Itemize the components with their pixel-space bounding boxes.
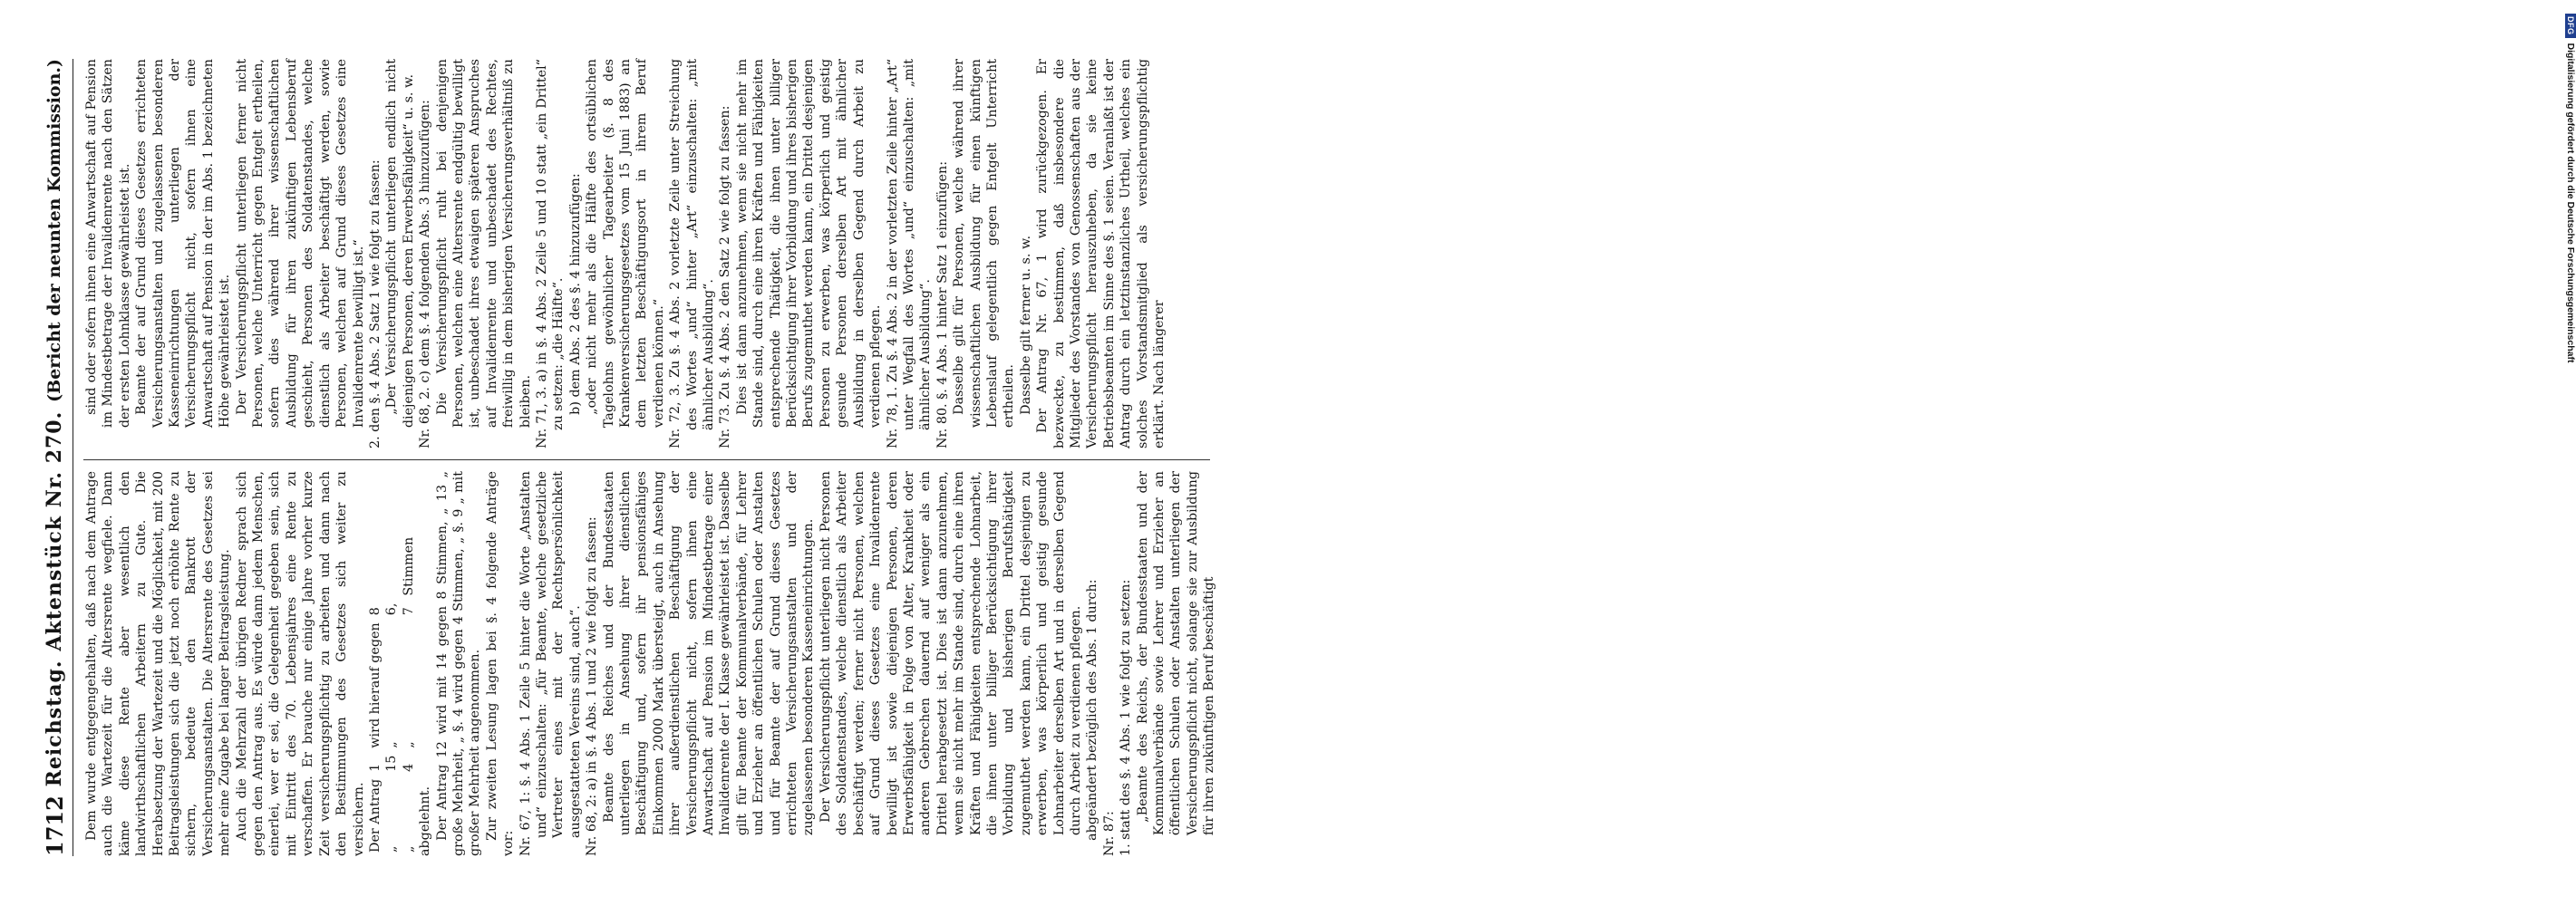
paragraph: Nr. 73. Zu §. 4 Abs. 2 den Satz 2 wie folgt zu fassen: bbox=[718, 105, 733, 448]
vote-cell: wird hierauf gegen bbox=[367, 622, 383, 748]
vote-cell: 8 bbox=[367, 607, 383, 616]
dfg-logo: DFG bbox=[2565, 14, 2576, 38]
page-number: 1712 bbox=[41, 795, 68, 856]
paragraph: Auch die Mehrzahl der übrigen Redner sprach sich gegen den Antrag aus. Es würde dann jedem Menschen, einerlei, wer er sei, die Gelegenheit gegeben sein, sich mit Eintritt des 70. Lebensjahres eine Rente zu verschaffen. Er brauche nur einige Jahre vorher kurze Zeit versicherungspflichtig zu arbeiten und dann nach den Bestimmungen des Gesetzes sich weiter zu versichern. bbox=[234, 471, 366, 856]
vote-cell: Stimmen bbox=[401, 536, 416, 596]
document-page bbox=[0, 0, 1264, 906]
paragraph: Der Antrag Nr. 67, 1 wird zurückgezogen. Er bezweckte, zu bestimmen, daß insbesondere die Mitglieder des Vorstandes von Genossenschaften aus der Versicherungspflicht herauszuheben, da sie keine Betriebsbeamten im Sinne des §. 1 seien. Veranlaßt ist der Antrag durch ein letztinstanzliches Urtheil, welches ein solches Vorstandsmitglied als versicherungspflichtig erklärt. Nach längerer bbox=[1035, 59, 1167, 448]
vote-table bbox=[367, 534, 417, 856]
paragraph: Nr. 78, 1. Zu §. 4 Abs. 2 in der vorletzten Zeile hinter „Art“ unter Wegfall des Wortes „und“ einzuschalten: „mit ähnlicher Ausbildung“. bbox=[885, 59, 934, 448]
dfg-stamp-text bbox=[2565, 14, 2576, 362]
paragraph: abgeändert bezüglich des Abs. 1 durch: bbox=[1085, 579, 1100, 841]
dfg-stamp bbox=[1276, 0, 2576, 906]
left-column bbox=[83, 471, 1217, 856]
paragraph: 2. den §. 4 Abs. 2 Satz 1 wie folgt zu fassen: bbox=[367, 159, 383, 448]
paragraph: Die Versicherungspflicht ruht bei denjenigen Personen, welchen eine Altersrente endgültig bewilligt ist, unbeschadet ihres etwaigen späteren Anspruches auf Invalidenrente und unbeschadet des Rechtes, freiwillig in dem bisherigen Versicherungsverhältniß zu bleiben. bbox=[434, 59, 533, 429]
dfg-credit: Digitalisierung gefördert durch die Deutsche Forschungsgemeinschaft bbox=[2565, 43, 2576, 363]
vote-cell bbox=[367, 534, 383, 600]
paragraph: 1. statt des §. 4 Abs. 1 wie folgt zu setzen: bbox=[1119, 579, 1134, 856]
paragraph: Beamte der auf Grund dieses Gesetzes errichteten Versicherungsanstalten und zugelassenen besonderen Kasseneinrichtungen unterliegen der Versicherungspflicht nicht, sofern ihnen eine Anwartschaft auf Pension in der im Abs. 1 bezeichneten Höhe gewährleistet ist. bbox=[134, 59, 233, 429]
vote-cell: Der Antrag bbox=[367, 778, 383, 853]
paragraph: Nr. 72, 3. Zu §. 4 Abs. 2 vorletzte Zeile unter Streichung des Wortes „und“ hinter „Art“ einzuschalten: „mit ähnlicher Ausbildung“. bbox=[668, 59, 717, 448]
paragraph: abgelehnt. bbox=[418, 786, 433, 856]
paragraph: Beamte des Reiches und der Bundesstaaten unterliegen in Ansehung ihrer dienstlichen Beschäftigung und, sofern ihr pensionsfähiges Einkommen 2000 Mark übersteigt, auch in Ansehung ihrer außerdienstlichen Beschäftigung der Versicherungspflicht nicht, sofern ihnen eine Anwartschaft auf Pension im Mindestbetrage einer Invalidenrente der I. Klasse gewährleistet ist. Dasselbe gilt für Beamte der Kommunalverbände, für Lehrer und Erzieher an öffentlichen Schulen oder Anstalten und für Beamte der auf Grund dieses Gesetzes errichteten Versicherungsanstalten und der zugelassenen besonderen Kasseneinrichtungen. bbox=[601, 471, 817, 836]
vote-cell: 15 bbox=[384, 755, 400, 772]
paragraph: Der Versicherungspflicht unterliegen nicht Personen des Soldatenstandes, welche dienstlich als Arbeiter beschäftigt werden; ferner nicht Personen, welchen auf Grund dieses Gesetzes eine Invalidenrente bewilligt ist sowie diejenigen Personen, deren Erwerbsfähigkeit in Folge von Alter, Krankheit oder anderen Gebrechen dauernd auf weniger als ein Drittel herabgesetzt ist. Dies ist dann anzunehmen, wenn sie nicht mehr im Stande sind, durch eine ihren Kräften und Fähigkeiten entsprechende Lohnarbeit, die ihnen unter billiger Berücksichtigung ihrer Vorbildung und bisherigen Berufsthätigkeit zugemuthet werden kann, ein Drittel desjenigen zu erwerben, was körperlich und geistig gesunde Lohnarbeiter derselben Art und in derselben Gegend durch Arbeit zu verdienen pflegen. bbox=[818, 471, 1083, 836]
vote-cell: 1 bbox=[367, 763, 383, 772]
paragraph: Nr. 67, 1: §. 4 Abs. 1 Zeile 5 hinter die Worte „Anstalten und“ einzuschalten: „für Beamte, welche gesetzliche Vertreter eines mit der Rechtspersönlichkeit ausgestatteten Vereins sind, auch“. bbox=[518, 471, 583, 856]
paragraph: Zur zweiten Lesung lagen bei §. 4 folgende Anträge vor: bbox=[484, 471, 517, 856]
vote-cell: 6, bbox=[384, 602, 400, 616]
paragraph: Nr. 80. §. 4 Abs. 1 hinter Satz 1 einzufügen: bbox=[935, 160, 950, 448]
paragraph: Nr. 68, 2: a) in §. 4 Abs. 1 und 2 wie folgt zu fassen: bbox=[585, 516, 600, 856]
paragraph: b) dem Abs. 2 des §. 4 hinzuzufügen: bbox=[567, 173, 583, 415]
header-left: Reichstag. bbox=[43, 660, 66, 787]
paragraph: Nr. 87: bbox=[1101, 811, 1117, 856]
vote-cell: „ bbox=[401, 845, 416, 853]
vote-cell: 4 bbox=[401, 763, 416, 772]
paragraph: Dem wurde entgegengehalten, daß nach dem Antrage auch die Wartezeit für die Altersrente wegfiele. Dann käme diese Rente aber wesentlich den landwirthschaftlichen Arbeitern zu Gute. Die Herabsetzung der Wartezeit und die Möglichkeit, mit 200 Beitragsleistungen sich die jetzt noch erhöhte Rente zu sichern, bedeute den Bankrott der Versicherungsanstalten. Die Altersrente des Gesetzes sei mehr eine Zugabe bei langer Beitragsleistung. bbox=[84, 471, 233, 856]
column-divider bbox=[83, 459, 1210, 460]
vote-row bbox=[367, 534, 383, 856]
paragraph: sind oder sofern ihnen eine Anwartschaft auf Pension im Mindestbetrage der Invalidenrente nach den Sätzen der ersten Lohnklasse gewährleistet ist. bbox=[84, 59, 132, 429]
header-right: (Bericht der neunten Kommission.) bbox=[44, 59, 64, 402]
paragraph: Nr. 71, 3. a) in §. 4 Abs. 2 Zeile 5 und 10 statt „ein Drittel“ zu setzen: „die Hälfte“. bbox=[534, 59, 567, 448]
paragraph: „Beamte des Reichs, der Bundesstaaten und der Kommunalverbände sowie Lehrer und Erzieher an öffentlichen Schulen oder Anstalten unterliegen der Versicherungspflicht nicht, solange sie zur Ausbildung für ihren zukünftigen Beruf beschäftigt bbox=[1135, 471, 1217, 836]
vote-row bbox=[401, 534, 417, 856]
vote-cell bbox=[383, 534, 400, 600]
paragraph: „Der Versicherungspflicht unterliegen endlich nicht diejenigen Personen, deren Erwerbsfähigkeit“ u. s. w. bbox=[384, 59, 416, 429]
paragraph: Dasselbe gilt ferner u. s. w. bbox=[1018, 235, 1033, 415]
paragraph: Nr. 68, 2. c) dem §. 4 folgenden Abs. 3 hinzuzufügen: bbox=[418, 100, 433, 448]
paragraph: Dies ist dann anzunehmen, wenn sie nicht mehr im Stande sind, durch eine ihren Kräften und Fähigkeiten entsprechende Thätigkeit, die ihnen unter billiger Berücksichtigung ihrer Vorbildung und ihres bisherigen Berufs zugemuthet werden kann, ein Drittel desjenigen Personen zu erwerben, was körperlich und geistig gesunde Personen derselben Art mit ähnlicher Ausbildung in derselben Gegend durch Arbeit zu verdienen pflegen. bbox=[734, 59, 884, 429]
paragraph: Dasselbe gilt für Personen, welche während ihrer wissenschaftlichen Ausbildung für einen künftigen Lebenslauf gelegentlich gegen Entgelt Unterricht ertheilen. bbox=[952, 59, 1017, 429]
paragraph: „oder nicht mehr als die Hälfte des ortsüblichen Tagelohns gewöhnlicher Tagearbeiter (§. 8 des Krankenversicherungsgesetzes vom 15 Juni 1883) an dem letzten Beschäftigungsort in ihrem Beruf verdienen können.“ bbox=[585, 59, 666, 429]
paragraph: Der Versicherungspflicht unterliegen ferner nicht Personen, welche Unterricht gegen Entgelt ertheilen, sofern dies während ihrer wissenschaftlichen Ausbildung für ihren zukünftigen Lebensberuf geschieht, Personen des Soldatenstandes, welche dienstlich als Arbeiter beschäftigt werden, sowie Personen, welchen auf Grund dieses Gesetzes eine Invalidenrente bewilligt ist.“ bbox=[234, 59, 366, 429]
vote-row bbox=[383, 534, 400, 856]
vote-cell: „ bbox=[384, 741, 400, 748]
header-title: Aktenstück Nr. 270. bbox=[43, 410, 66, 651]
vote-cell: 7 bbox=[401, 607, 416, 616]
page-header bbox=[36, 59, 73, 856]
vote-cell: „ bbox=[401, 741, 416, 748]
vote-cell: „ bbox=[384, 845, 400, 853]
right-column bbox=[83, 59, 1210, 448]
paragraph: Der Antrag 12 wird mit 14 gegen 8 Stimmen, „ 13 „ große Mehrheit, „ §. 4 wird gegen 4 Stimmen, „ §. 9 „ mit großer Mehrheit angenommen. bbox=[434, 471, 483, 856]
